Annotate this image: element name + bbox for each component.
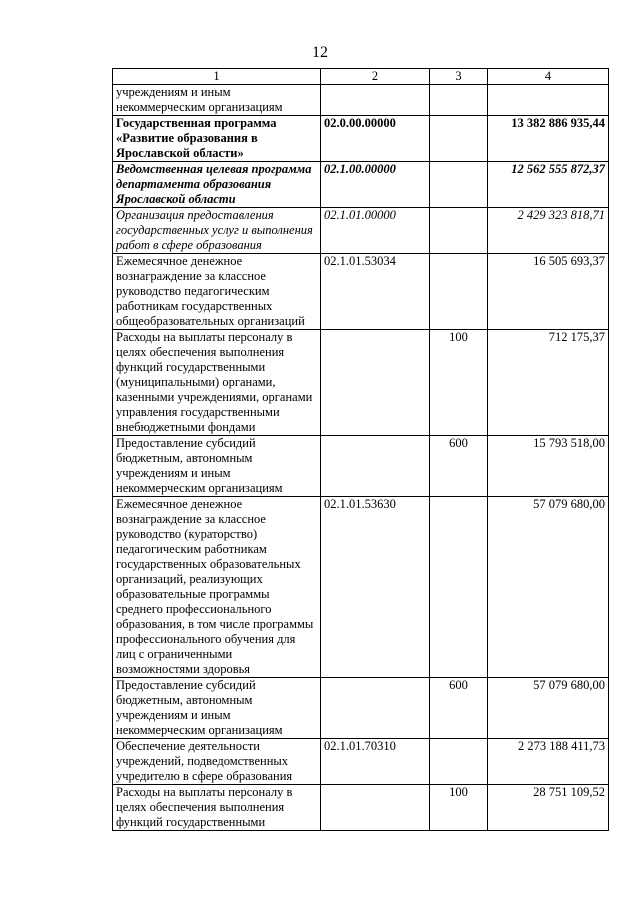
table-row [113,116,609,162]
row-type-cell [430,116,488,162]
row-amount-cell: 2 273 188 411,73 [488,739,609,785]
table-row [113,330,609,436]
row-code-cell: 02.1.01.53630 [321,497,430,678]
table-row [113,208,609,254]
row-amount-cell: 12 562 555 872,37 [488,162,609,208]
row-name-cell: Расходы на выплаты персоналу в целях обеспечения выполнения функций государственными (муниципальными) органами, казенными учреждениями, органами управления государственными внебюджетными фондами [113,330,321,436]
row-name-cell: Расходы на выплаты персоналу в целях обеспечения выполнения функций государственными [113,785,321,831]
header-col-4: 4 [488,69,609,85]
row-amount-cell: 57 079 680,00 [488,678,609,739]
page-number: 12 [312,44,328,61]
row-name-cell: учреждениям и иным некоммерческим организациям [113,85,321,116]
row-type-cell: 600 [430,436,488,497]
row-name-cell: Ведомственная целевая программа департамента образования Ярославской области [113,162,321,208]
row-code-cell: 02.1.01.70310 [321,739,430,785]
row-name-cell: Государственная программа «Развитие образования в Ярославской области» [113,116,321,162]
row-amount-cell: 712 175,37 [488,330,609,436]
budget-table [112,68,609,831]
table-row [113,739,609,785]
row-code-cell [321,678,430,739]
row-code-cell: 02.1.01.53034 [321,254,430,330]
row-code-cell [321,785,430,831]
row-amount-cell: 28 751 109,52 [488,785,609,831]
row-name-cell: Организация предоставления государственных услуг и выполнения работ в сфере образования [113,208,321,254]
table-row [113,678,609,739]
row-code-cell [321,330,430,436]
row-type-cell [430,497,488,678]
row-code-cell: 02.1.00.00000 [321,162,430,208]
table-row [113,497,609,678]
table-header-row [113,69,609,85]
row-amount-cell: 15 793 518,00 [488,436,609,497]
row-code-cell: 02.0.00.00000 [321,116,430,162]
row-type-cell [430,254,488,330]
header-col-2: 2 [321,69,430,85]
row-name-cell: Ежемесячное денежное вознаграждение за классное руководство (кураторство) педагогическим работникам государственных образовательных организаций, реализующих образовательные программы среднего профессионального образования, в том числе программы профессионального обучения для лиц с ограниченными возможностями здоровья [113,497,321,678]
table-row [113,785,609,831]
row-amount-cell: 13 382 886 935,44 [488,116,609,162]
row-name-cell: Обеспечение деятельности учреждений, подведомственных учредителю в сфере образования [113,739,321,785]
table-row [113,254,609,330]
row-type-cell [430,162,488,208]
header-col-1: 1 [113,69,321,85]
row-amount-cell: 2 429 323 818,71 [488,208,609,254]
row-type-cell [430,208,488,254]
row-name-cell: Предоставление субсидий бюджетным, автономным учреждениям и иным некоммерческим организациям [113,436,321,497]
row-type-cell: 100 [430,330,488,436]
header-col-3: 3 [430,69,488,85]
table-row [113,162,609,208]
row-code-cell [321,436,430,497]
row-type-cell [430,739,488,785]
row-type-cell [430,85,488,116]
row-amount-cell: 16 505 693,37 [488,254,609,330]
table-row [113,436,609,497]
row-code-cell: 02.1.01.00000 [321,208,430,254]
row-code-cell [321,85,430,116]
table-row [113,85,609,116]
row-name-cell: Предоставление субсидий бюджетным, автономным учреждениям и иным некоммерческим организациям [113,678,321,739]
row-amount-cell [488,85,609,116]
row-type-cell: 100 [430,785,488,831]
row-type-cell: 600 [430,678,488,739]
row-name-cell: Ежемесячное денежное вознаграждение за классное руководство педагогическим работникам государственных общеобразовательных организаций [113,254,321,330]
row-amount-cell: 57 079 680,00 [488,497,609,678]
